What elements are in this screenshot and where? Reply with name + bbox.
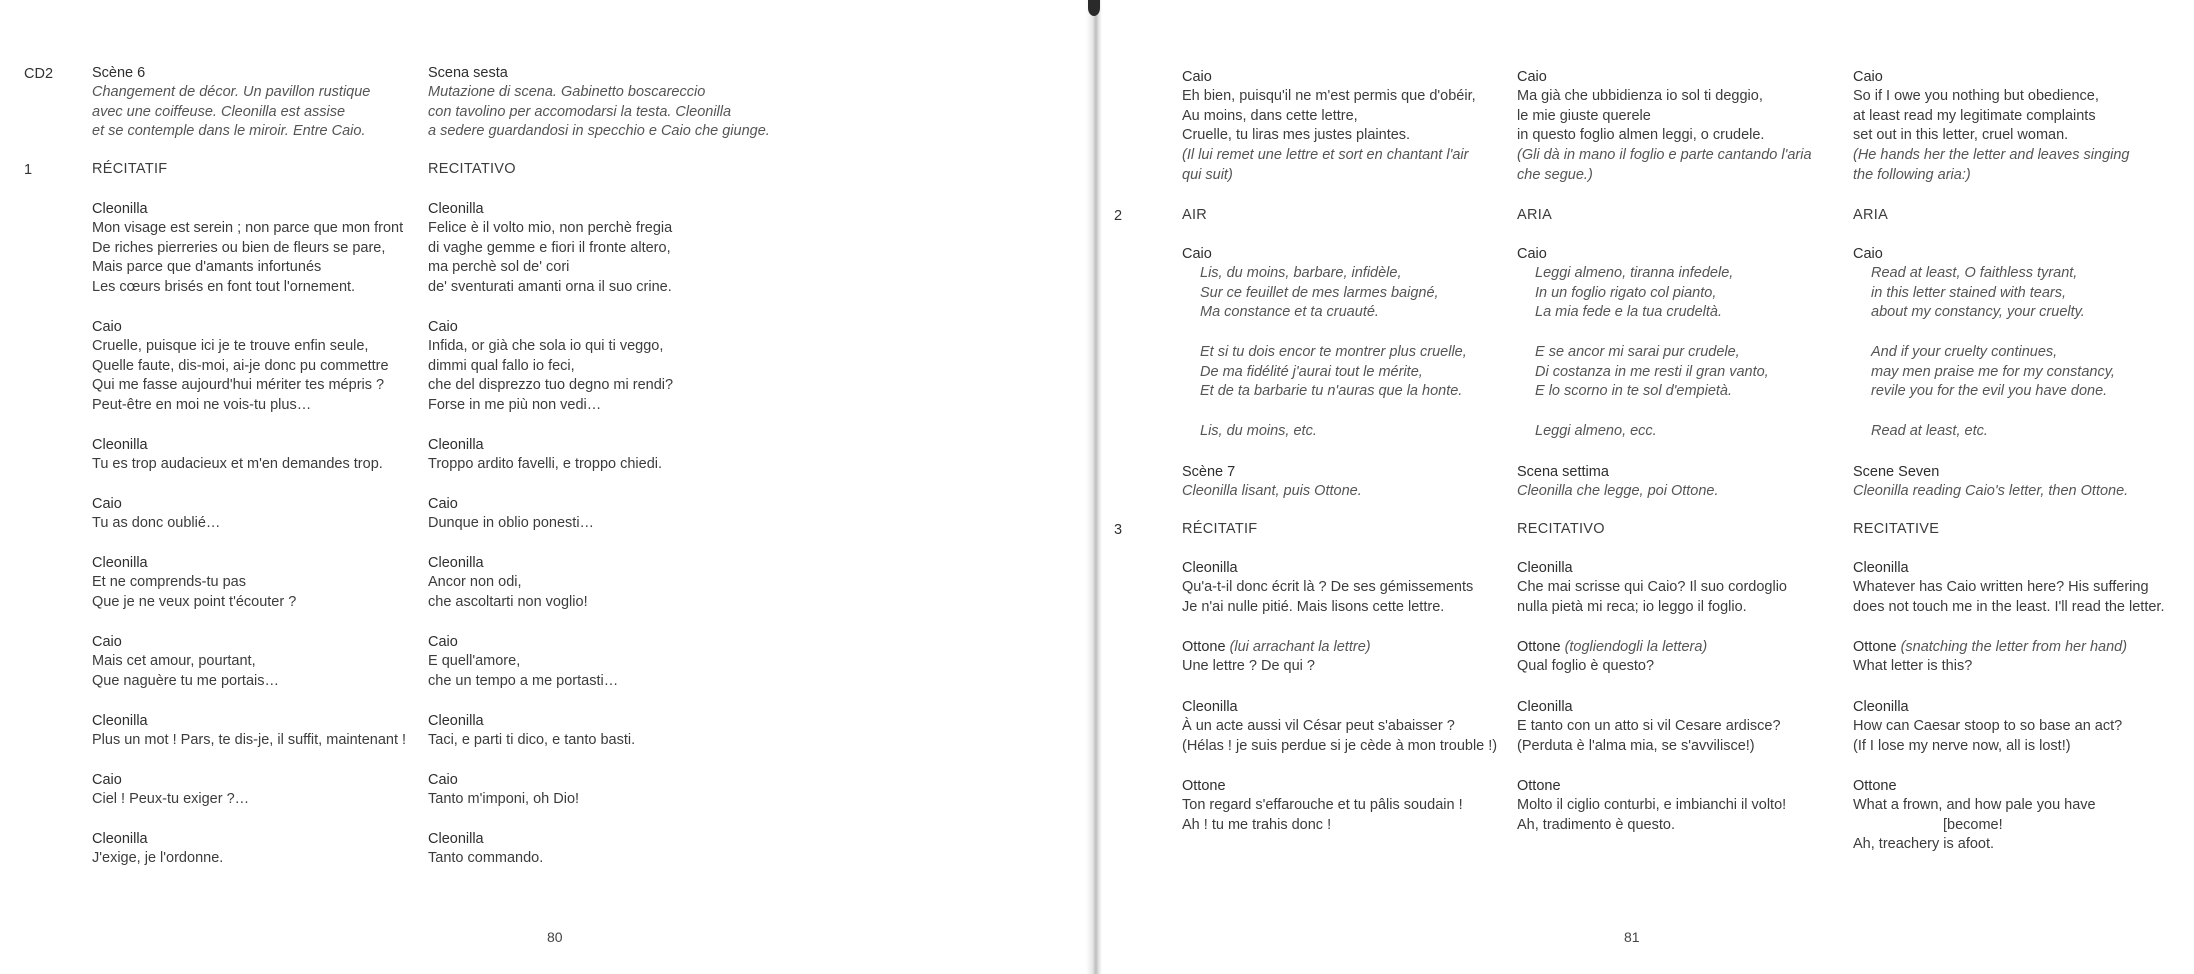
text-line: dimmi qual fallo io feci, xyxy=(428,357,575,374)
text-line: Les cœurs brisés en font tout l'ornement. xyxy=(92,278,356,295)
stage-direction xyxy=(1853,146,2188,185)
text-line: Lis, du moins, etc. xyxy=(1200,423,1317,439)
text-line: And if your cruelty continues, xyxy=(1871,344,2058,360)
track-number-2: 2 xyxy=(1114,208,1123,224)
heading-text: Cleonilla xyxy=(1182,560,1238,576)
heading-text: Cleonilla xyxy=(428,555,484,571)
text-line: So if I owe you nothing but obedience, xyxy=(1853,88,2099,104)
dialogue-lines xyxy=(92,573,422,612)
scene-direction xyxy=(428,83,770,142)
text-line: Tu es trop audacieux et m'en demandes trop. xyxy=(92,456,383,472)
heading-text: RÉCITATIF xyxy=(92,161,168,177)
dialogue-lines xyxy=(1853,796,2188,855)
text-line: In un foglio rigato col pianto, xyxy=(1535,284,1717,301)
track-number-3: 3 xyxy=(1114,522,1123,538)
text-line: does not touch me in the least. I'll read the letter. xyxy=(1853,598,2165,615)
heading-text: RECITATIVO xyxy=(1517,521,1605,537)
text-line: qui suit) xyxy=(1182,166,1233,183)
speaker-name xyxy=(428,200,758,220)
dialogue-lines xyxy=(1182,717,1512,756)
dialogue-lines xyxy=(1517,796,1847,835)
heading-text: Scena settima xyxy=(1517,464,1609,480)
text-line: et se contemple dans le miroir. Entre Caio. xyxy=(92,123,366,139)
dialogue-lines xyxy=(1853,657,2188,677)
text-line: con tavolino per accomodarsi la testa. Cleonilla xyxy=(428,103,732,120)
text-line: (Gli dà in mano il foglio e parte cantando l'aria xyxy=(1517,147,1812,163)
heading-text: Cleonilla xyxy=(92,555,148,571)
speaker-name xyxy=(1517,777,1847,797)
heading-text: AIR xyxy=(1182,207,1208,223)
text-line: che un tempo a me portasti… xyxy=(428,672,619,689)
book-gutter xyxy=(1086,0,1102,974)
speaker-name xyxy=(1182,777,1512,797)
heading-text: Cleonilla xyxy=(92,713,148,729)
heading-text: Ottone xyxy=(1853,778,1897,794)
text-line: Taci, e parti ti dico, e tanto basti. xyxy=(428,732,636,748)
dialogue-lines xyxy=(92,849,422,869)
scene-direction xyxy=(1517,482,1847,502)
text-line: a sedere guardandosi in specchio e Caio che giunge. xyxy=(428,123,770,139)
text-line: À un acte aussi vil César peut s'abaisser ? xyxy=(1182,718,1455,734)
text-line: Cruelle, tu liras mes justes plaintes. xyxy=(1182,127,1411,143)
heading-text: Cleonilla xyxy=(92,201,148,217)
speaker-name xyxy=(1517,698,1847,718)
text-line: nulla pietà mi reca; io leggo il foglio. xyxy=(1517,598,1747,615)
section-heading xyxy=(92,160,422,180)
speaker-name xyxy=(1517,638,1847,658)
inline-stage-direction: (lui arrachant la lettre) xyxy=(1229,639,1371,655)
text-line: di vaghe gemme e fiori il fronte altero, xyxy=(428,239,671,256)
dialogue-lines xyxy=(92,514,422,534)
text-line: [become! xyxy=(1943,816,2003,833)
text-line: che ascoltarti non voglio! xyxy=(428,593,588,610)
text-line: Mutazione di scena. Gabinetto boscareccio xyxy=(428,84,706,100)
speaker-name xyxy=(1853,68,2188,88)
track-number-1: 1 xyxy=(24,162,33,178)
page-number-left: 80 xyxy=(547,929,563,945)
text-line: Sur ce feuillet de mes larmes baigné, xyxy=(1200,284,1439,301)
heading-text: Caio xyxy=(92,319,122,335)
heading-text: Cleonilla xyxy=(428,713,484,729)
text-line: Au moins, dans cette lettre, xyxy=(1182,107,1358,124)
text-line: the following aria:) xyxy=(1853,166,1971,183)
speaker-name xyxy=(92,771,422,791)
speaker-name xyxy=(428,554,758,574)
text-line: Peut-être en moi ne vois-tu plus… xyxy=(92,396,312,413)
speaker-name xyxy=(92,633,422,653)
text-line: Felice è il volto mio, non perchè fregia xyxy=(428,220,673,236)
scene-direction xyxy=(1182,482,1512,502)
text-line: (Il lui remet une lettre et sort en chantant l'air xyxy=(1182,147,1469,163)
heading-text: Cleonilla xyxy=(428,831,484,847)
scene-direction xyxy=(1853,482,2188,502)
dialogue-lines xyxy=(1517,657,1847,677)
speaker-name xyxy=(428,318,758,338)
heading-text: Caio xyxy=(428,319,458,335)
right-page xyxy=(1102,0,2194,974)
speaker-name xyxy=(92,495,422,515)
speaker-name xyxy=(1853,559,2188,579)
heading-text: Ottone xyxy=(1853,639,1897,655)
inline-stage-direction: (togliendogli la lettera) xyxy=(1564,639,1708,655)
heading-text: Ottone xyxy=(1517,639,1561,655)
text-line: La mia fede e la tua crudeltà. xyxy=(1535,304,1723,320)
heading-text: Caio xyxy=(428,772,458,788)
heading-text: Caio xyxy=(1517,246,1547,262)
text-line: Ah, tradimento è questo. xyxy=(1517,816,1675,833)
aria-stanza xyxy=(1853,422,2188,442)
heading-text: Caio xyxy=(1517,69,1547,85)
text-line: le mie giuste querele xyxy=(1517,107,1651,124)
dialogue-lines xyxy=(92,337,422,415)
section-heading xyxy=(1517,206,1847,226)
section-heading xyxy=(1182,520,1512,540)
text-line: (Perduta è l'alma mia, se s'avvilisce!) xyxy=(1517,737,1755,754)
aria-stanza xyxy=(1517,264,1847,323)
page-number-right: 81 xyxy=(1624,929,1640,945)
text-line: Read at least, etc. xyxy=(1871,423,1988,439)
dialogue-lines xyxy=(92,455,422,475)
heading-text: Cleonilla xyxy=(92,437,148,453)
text-line: Tanto commando. xyxy=(428,850,544,866)
text-line: Je n'ai nulle pitié. Mais lisons cette lettre. xyxy=(1182,598,1445,615)
speaker-name xyxy=(1517,559,1847,579)
heading-text: Cleonilla xyxy=(1517,560,1573,576)
section-heading xyxy=(1853,520,2188,540)
dialogue-lines xyxy=(1517,717,1847,756)
speaker-name xyxy=(1853,777,2188,797)
heading-text: Ottone xyxy=(1182,778,1226,794)
text-line: Lis, du moins, barbare, infidèle, xyxy=(1200,265,1402,281)
text-line: Et de ta barbarie tu n'auras que la honte. xyxy=(1200,383,1463,399)
dialogue-lines xyxy=(92,790,422,810)
dialogue-lines xyxy=(1182,578,1512,617)
scene-direction xyxy=(92,83,422,142)
dialogue-lines xyxy=(428,337,758,415)
text-line: Et si tu dois encor te montrer plus cruelle, xyxy=(1200,344,1467,360)
speaker-name xyxy=(92,436,422,456)
text-line: Qui me fasse aujourd'hui mériter tes mépris ? xyxy=(92,377,385,393)
text-line: set out in this letter, cruel woman. xyxy=(1853,127,2069,143)
scene-title xyxy=(1517,463,1847,483)
speaker-name xyxy=(428,712,758,732)
text-line: Que je ne veux point t'écouter ? xyxy=(92,593,297,610)
aria-stanza xyxy=(1853,343,2188,402)
text-line: revile you for the evil you have done. xyxy=(1871,383,2108,399)
speaker-name xyxy=(1853,638,2188,658)
text-line: (He hands her the letter and leaves singing xyxy=(1853,147,2130,163)
text-line: Whatever has Caio written here? His suffering xyxy=(1853,579,2149,595)
heading-text: Cleonilla xyxy=(1853,699,1909,715)
stage-direction xyxy=(1182,146,1512,185)
heading-text: Caio xyxy=(1182,246,1212,262)
heading-text: Ottone xyxy=(1182,639,1226,655)
dialogue-lines xyxy=(1853,717,2188,756)
text-line: Troppo ardito favelli, e troppo chiedi. xyxy=(428,456,663,472)
text-line: Forse in me più non vedi… xyxy=(428,396,602,413)
text-line: Cleonilla lisant, puis Ottone. xyxy=(1182,483,1362,499)
text-line: Leggi almeno, tiranna infedele, xyxy=(1535,265,1734,281)
text-line: Cruelle, puisque ici je te trouve enfin seule, xyxy=(92,338,369,354)
heading-text: Scène 6 xyxy=(92,65,146,81)
text-line: Ma constance et ta cruauté. xyxy=(1200,304,1379,320)
text-line: ma perchè sol de' cori xyxy=(428,259,570,275)
aria-stanza xyxy=(1182,343,1512,402)
heading-text: Cleonilla xyxy=(1182,699,1238,715)
speaker-name xyxy=(1517,68,1847,88)
aria-stanza xyxy=(1517,343,1847,402)
text-line: Ah, treachery is afoot. xyxy=(1853,836,1995,852)
text-line: Qu'a-t-il donc écrit là ? De ses gémissements xyxy=(1182,579,1474,595)
text-line: Quelle faute, dis-moi, ai-je donc pu commettre xyxy=(92,357,389,374)
speaker-name xyxy=(1182,698,1512,718)
heading-text: Caio xyxy=(428,496,458,512)
heading-text: Caio xyxy=(428,634,458,650)
text-line: Ma già che ubbidienza io sol ti deggio, xyxy=(1517,88,1763,104)
speaker-name xyxy=(92,200,422,220)
speaker-name xyxy=(1517,245,1847,265)
text-line: De riches pierreries ou bien de fleurs se pare, xyxy=(92,239,386,256)
text-line: How can Caesar stoop to so base an act? xyxy=(1853,718,2123,734)
aria-stanza xyxy=(1182,264,1512,323)
dialogue-lines xyxy=(428,219,758,297)
scene-title xyxy=(1853,463,2188,483)
text-line: (If I lose my nerve now, all is lost!) xyxy=(1853,737,2071,754)
text-line: Plus un mot ! Pars, te dis-je, il suffit, maintenant ! xyxy=(92,732,407,748)
stage-direction xyxy=(1517,146,1847,185)
dialogue-lines xyxy=(1853,87,2188,146)
text-line: J'exige, je l'ordonne. xyxy=(92,850,224,866)
heading-text: Caio xyxy=(92,634,122,650)
speaker-name xyxy=(428,633,758,653)
text-line: De ma fidélité j'aurai tout le mérite, xyxy=(1200,363,1423,380)
speaker-name xyxy=(92,830,422,850)
text-line: in this letter stained with tears, xyxy=(1871,284,2067,301)
inline-stage-direction: (snatching the letter from her hand) xyxy=(1900,639,2128,655)
speaker-name xyxy=(428,436,758,456)
speaker-name xyxy=(428,830,758,850)
dialogue-lines xyxy=(1853,578,2188,617)
binding-mark xyxy=(1088,0,1100,16)
heading-text: Cleonilla xyxy=(1853,560,1909,576)
heading-text: Scena sesta xyxy=(428,65,508,81)
scene-title xyxy=(1182,463,1512,483)
text-line: Cleonilla reading Caio's letter, then Ottone. xyxy=(1853,483,2129,499)
heading-text: Ottone xyxy=(1517,778,1561,794)
speaker-name xyxy=(428,771,758,791)
speaker-name xyxy=(1182,559,1512,579)
aria-stanza xyxy=(1182,422,1512,442)
dialogue-lines xyxy=(1182,87,1512,146)
cd-label: CD2 xyxy=(24,66,54,82)
speaker-name xyxy=(1182,68,1512,88)
dialogue-lines xyxy=(428,731,758,751)
text-line: Et ne comprends-tu pas xyxy=(92,574,246,590)
section-heading xyxy=(428,160,758,180)
heading-text: Caio xyxy=(1853,69,1883,85)
dialogue-lines xyxy=(428,514,758,534)
text-line: Mais cet amour, pourtant, xyxy=(92,653,256,669)
speaker-name xyxy=(1853,698,2188,718)
heading-text: Cleonilla xyxy=(428,201,484,217)
text-line: Une lettre ? De qui ? xyxy=(1182,658,1315,674)
text-line: Tu as donc oublié… xyxy=(92,515,221,531)
text-line: Mon visage est serein ; non parce que mon front xyxy=(92,220,404,236)
text-line: Ton regard s'effarouche et tu pâlis soudain ! xyxy=(1182,797,1463,813)
text-line: Ciel ! Peux-tu exiger ?… xyxy=(92,791,250,807)
heading-text: ARIA xyxy=(1517,207,1553,223)
text-line: E quell'amore, xyxy=(428,653,521,669)
speaker-name xyxy=(92,554,422,574)
dialogue-lines xyxy=(1182,796,1512,835)
text-line: What a frown, and how pale you have xyxy=(1853,797,2096,813)
text-line: E lo scorno in te sol d'empietà. xyxy=(1535,383,1733,399)
heading-text: RECITATIVO xyxy=(428,161,516,177)
heading-text: Caio xyxy=(1182,69,1212,85)
dialogue-lines xyxy=(428,652,758,691)
text-line: Changement de décor. Un pavillon rustique xyxy=(92,84,371,100)
heading-text: Scène 7 xyxy=(1182,464,1236,480)
text-line: Dunque in oblio ponesti… xyxy=(428,515,595,531)
speaker-name xyxy=(92,318,422,338)
heading-text: ARIA xyxy=(1853,207,1889,223)
text-line: Mais parce que d'amants infortunés xyxy=(92,259,322,275)
text-line: in questo foglio almen leggi, o crudele. xyxy=(1517,127,1765,143)
text-line: E tanto con un atto si vil Cesare ardisce? xyxy=(1517,718,1781,734)
heading-text: RECITATIVE xyxy=(1853,521,1940,537)
heading-text: Caio xyxy=(92,772,122,788)
scene-title xyxy=(428,64,758,84)
scene-title xyxy=(92,64,422,84)
text-line: Que naguère tu me portais… xyxy=(92,672,279,689)
text-line: (Hélas ! je suis perdue si je cède à mon trouble !) xyxy=(1182,737,1498,754)
aria-stanza xyxy=(1517,422,1847,442)
speaker-name xyxy=(1182,638,1512,658)
text-line: Eh bien, puisqu'il ne m'est permis que d'obéir, xyxy=(1182,88,1476,104)
dialogue-lines xyxy=(428,790,758,810)
speaker-name xyxy=(428,495,758,515)
text-line: Ancor non odi, xyxy=(428,574,522,590)
dialogue-lines xyxy=(1182,657,1512,677)
dialogue-lines xyxy=(92,652,422,691)
text-line: Molto il ciglio conturbi, e imbianchi il volto! xyxy=(1517,797,1787,813)
text-line: E se ancor mi sarai pur crudele, xyxy=(1535,344,1740,360)
dialogue-lines xyxy=(1517,87,1847,146)
dialogue-lines xyxy=(428,573,758,612)
text-line: What letter is this? xyxy=(1853,658,1973,674)
text-line: Read at least, O faithless tyrant, xyxy=(1871,265,2078,281)
text-line: at least read my legitimate complaints xyxy=(1853,107,2096,124)
heading-text: Caio xyxy=(1853,246,1883,262)
section-heading xyxy=(1853,206,2188,226)
text-line: che segue.) xyxy=(1517,166,1593,183)
text-line: about my constancy, your cruelty. xyxy=(1871,304,2085,320)
dialogue-lines xyxy=(92,219,422,297)
text-line: de' sventurati amanti orna il suo crine. xyxy=(428,278,672,295)
speaker-name xyxy=(1182,245,1512,265)
heading-text: RÉCITATIF xyxy=(1182,521,1258,537)
text-line: Leggi almeno, ecc. xyxy=(1535,423,1657,439)
heading-text: Cleonilla xyxy=(1517,699,1573,715)
section-heading xyxy=(1517,520,1847,540)
text-line: Cleonilla che legge, poi Ottone. xyxy=(1517,483,1719,499)
text-line: Di costanza in me resti il gran vanto, xyxy=(1535,363,1769,380)
heading-text: Caio xyxy=(92,496,122,512)
section-heading xyxy=(1182,206,1512,226)
text-line: avec une coiffeuse. Cleonilla est assise xyxy=(92,103,346,120)
dialogue-lines xyxy=(428,849,758,869)
aria-stanza xyxy=(1853,264,2188,323)
dialogue-lines xyxy=(92,731,422,751)
speaker-name xyxy=(92,712,422,732)
text-line: Qual foglio è questo? xyxy=(1517,658,1655,674)
text-line: Infida, or già che sola io qui ti veggo, xyxy=(428,338,664,354)
speaker-name xyxy=(1853,245,2188,265)
heading-text: Cleonilla xyxy=(92,831,148,847)
left-page xyxy=(0,0,1090,974)
text-line: Tanto m'imponi, oh Dio! xyxy=(428,791,580,807)
text-line: may men praise me for my constancy, xyxy=(1871,363,2115,380)
dialogue-lines xyxy=(428,455,758,475)
heading-text: Cleonilla xyxy=(428,437,484,453)
text-line: che del disprezzo tuo degno mi rendi? xyxy=(428,377,674,393)
text-line: Ah ! tu me trahis donc ! xyxy=(1182,816,1332,833)
heading-text: Scene Seven xyxy=(1853,464,1940,480)
dialogue-lines xyxy=(1517,578,1847,617)
text-line: Che mai scrisse qui Caio? Il suo cordoglio xyxy=(1517,579,1787,595)
